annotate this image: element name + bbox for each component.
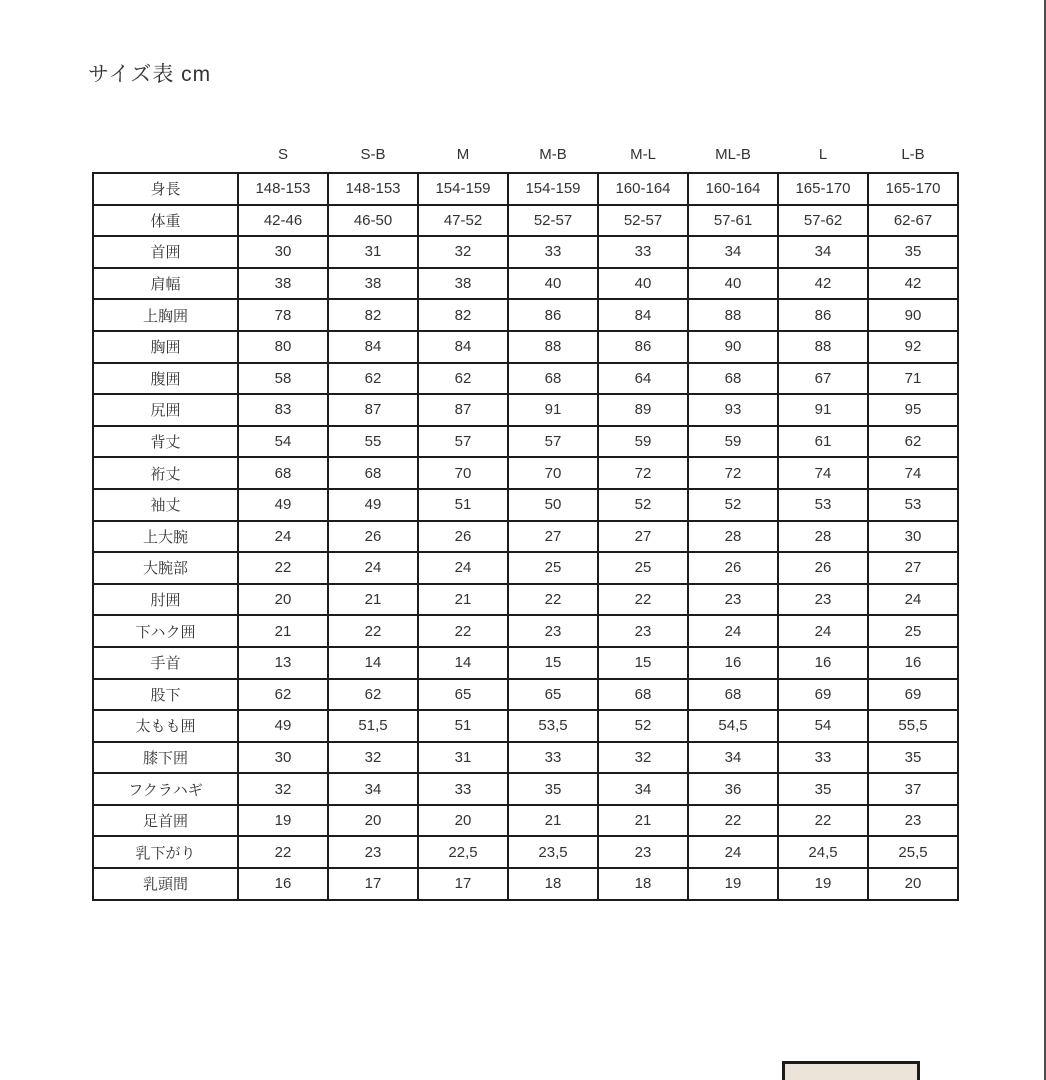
measurement-value-cell: 86 <box>598 331 688 363</box>
measurement-value-cell: 33 <box>598 236 688 268</box>
measurement-label: 膝下囲 <box>93 742 238 774</box>
measurement-value-cell: 34 <box>328 773 418 805</box>
measurement-value-cell: 15 <box>598 647 688 679</box>
measurement-value-cell: 25 <box>598 552 688 584</box>
measurement-value-cell: 65 <box>418 679 508 711</box>
measurement-value-cell: 16 <box>868 647 958 679</box>
measurement-row <box>93 236 958 268</box>
measurement-value-cell: 84 <box>598 299 688 331</box>
size-column-header: L <box>818 146 828 163</box>
measurement-value-cell: 69 <box>868 679 958 711</box>
measurement-label: 手首 <box>93 647 238 679</box>
measurement-value-cell: 84 <box>328 331 418 363</box>
measurement-value-cell: 32 <box>238 773 328 805</box>
measurement-value-cell: 24 <box>418 552 508 584</box>
measurement-value-cell: 36 <box>688 773 778 805</box>
measurement-value-cell: 67 <box>778 363 868 395</box>
measurement-value-cell: 80 <box>238 331 328 363</box>
measurement-value-cell: 154-159 <box>418 173 508 205</box>
measurement-value-cell: 21 <box>418 584 508 616</box>
measurement-value-cell: 51 <box>418 710 508 742</box>
measurement-value-cell: 24 <box>238 521 328 553</box>
measurement-value-cell: 154-159 <box>508 173 598 205</box>
measurement-value-cell: 26 <box>418 521 508 553</box>
measurement-value-cell: 18 <box>598 868 688 900</box>
measurement-value-cell: 22 <box>688 805 778 837</box>
measurement-value-cell: 24 <box>328 552 418 584</box>
measurement-value-cell: 20 <box>238 584 328 616</box>
measurement-value-cell: 30 <box>238 236 328 268</box>
measurement-label: 上大腕 <box>93 521 238 553</box>
measurement-row <box>93 394 958 426</box>
measurement-value-cell: 59 <box>688 426 778 458</box>
measurement-label: 足首囲 <box>93 805 238 837</box>
size-column-header: S-B <box>360 146 386 163</box>
measurement-value-cell: 23 <box>598 615 688 647</box>
measurement-value-cell: 38 <box>328 268 418 300</box>
measurement-label: 身長 <box>93 173 238 205</box>
measurement-row <box>93 299 958 331</box>
measurement-label: 股下 <box>93 679 238 711</box>
measurement-value-cell: 16 <box>778 647 868 679</box>
measurement-value-cell: 33 <box>508 236 598 268</box>
size-column-header: L-B <box>901 146 925 163</box>
measurement-label: 袖丈 <box>93 489 238 521</box>
measurement-value-cell: 74 <box>868 457 958 489</box>
measurement-value-cell: 23,5 <box>508 836 598 868</box>
measurement-value-cell: 88 <box>508 331 598 363</box>
measurement-value-cell: 25 <box>508 552 598 584</box>
measurement-value-cell: 25 <box>868 615 958 647</box>
measurement-value-cell: 21 <box>598 805 688 837</box>
measurement-row <box>93 868 958 900</box>
measurement-value-cell: 26 <box>688 552 778 584</box>
measurement-value-cell: 34 <box>688 236 778 268</box>
measurement-value-cell: 70 <box>418 457 508 489</box>
measurement-value-cell: 68 <box>508 363 598 395</box>
measurement-value-cell: 51,5 <box>328 710 418 742</box>
measurement-value-cell: 24,5 <box>778 836 868 868</box>
measurement-value-cell: 18 <box>508 868 598 900</box>
measurement-row <box>93 205 958 237</box>
measurement-label: 肩幅 <box>93 268 238 300</box>
size-column-header: M-L <box>630 146 656 163</box>
measurement-value-cell: 91 <box>508 394 598 426</box>
measurement-value-cell: 53 <box>868 489 958 521</box>
measurement-value-cell: 22 <box>238 552 328 584</box>
measurement-label: 腹囲 <box>93 363 238 395</box>
measurement-value-cell: 68 <box>238 457 328 489</box>
measurement-value-cell: 62 <box>238 679 328 711</box>
measurement-label: 尻囲 <box>93 394 238 426</box>
measurement-value-cell: 58 <box>238 363 328 395</box>
measurement-value-cell: 33 <box>508 742 598 774</box>
measurement-value-cell: 21 <box>508 805 598 837</box>
measurement-value-cell: 57 <box>508 426 598 458</box>
measurement-row <box>93 615 958 647</box>
measurement-value-cell: 30 <box>868 521 958 553</box>
measurement-value-cell: 23 <box>328 836 418 868</box>
measurement-value-cell: 53 <box>778 489 868 521</box>
size-chart-table <box>92 141 959 901</box>
measurement-row <box>93 268 958 300</box>
measurement-value-cell: 32 <box>418 236 508 268</box>
measurement-row <box>93 426 958 458</box>
measurement-value-cell: 83 <box>238 394 328 426</box>
measurement-row <box>93 521 958 553</box>
measurement-row <box>93 552 958 584</box>
measurement-value-cell: 33 <box>418 773 508 805</box>
measurement-value-cell: 69 <box>778 679 868 711</box>
measurement-value-cell: 72 <box>688 457 778 489</box>
measurement-row <box>93 647 958 679</box>
measurement-value-cell: 22 <box>238 836 328 868</box>
measurement-value-cell: 64 <box>598 363 688 395</box>
measurement-value-cell: 33 <box>778 742 868 774</box>
measurement-value-cell: 38 <box>238 268 328 300</box>
measurement-value-cell: 23 <box>688 584 778 616</box>
measurement-value-cell: 86 <box>508 299 598 331</box>
measurement-value-cell: 148-153 <box>328 173 418 205</box>
measurement-value-cell: 87 <box>328 394 418 426</box>
measurement-value-cell: 62 <box>328 363 418 395</box>
corner-cell <box>93 141 238 173</box>
measurement-value-cell: 24 <box>778 615 868 647</box>
measurement-value-cell: 35 <box>508 773 598 805</box>
measurement-value-cell: 78 <box>238 299 328 331</box>
measurement-value-cell: 23 <box>598 836 688 868</box>
measurement-row <box>93 331 958 363</box>
measurement-value-cell: 23 <box>778 584 868 616</box>
measurement-value-cell: 54 <box>778 710 868 742</box>
measurement-value-cell: 51 <box>418 489 508 521</box>
measurement-value-cell: 32 <box>328 742 418 774</box>
measurement-value-cell: 49 <box>238 489 328 521</box>
measurement-label: 下ハク囲 <box>93 615 238 647</box>
measurement-value-cell: 52 <box>598 710 688 742</box>
measurement-value-cell: 52 <box>598 489 688 521</box>
measurement-value-cell: 38 <box>418 268 508 300</box>
measurement-value-cell: 17 <box>328 868 418 900</box>
measurement-value-cell: 40 <box>508 268 598 300</box>
measurement-label: 体重 <box>93 205 238 237</box>
measurement-value-cell: 59 <box>598 426 688 458</box>
measurement-value-cell: 160-164 <box>598 173 688 205</box>
size-column-header: ML-B <box>715 146 751 163</box>
measurement-value-cell: 24 <box>868 584 958 616</box>
measurement-value-cell: 61 <box>778 426 868 458</box>
measurement-value-cell: 22 <box>508 584 598 616</box>
measurement-value-cell: 32 <box>598 742 688 774</box>
measurement-value-cell: 22 <box>418 615 508 647</box>
measurement-label: 肘囲 <box>93 584 238 616</box>
measurement-row <box>93 836 958 868</box>
measurement-value-cell: 37 <box>868 773 958 805</box>
measurement-value-cell: 68 <box>688 363 778 395</box>
measurement-value-cell: 65 <box>508 679 598 711</box>
measurement-value-cell: 14 <box>418 647 508 679</box>
measurement-value-cell: 27 <box>868 552 958 584</box>
measurement-value-cell: 20 <box>328 805 418 837</box>
measurement-value-cell: 87 <box>418 394 508 426</box>
measurement-value-cell: 95 <box>868 394 958 426</box>
measurement-value-cell: 74 <box>778 457 868 489</box>
measurement-value-cell: 50 <box>508 489 598 521</box>
size-column-header: S <box>277 146 288 163</box>
measurement-value-cell: 28 <box>778 521 868 553</box>
measurement-value-cell: 62 <box>868 426 958 458</box>
size-header-row <box>93 141 958 173</box>
table-header <box>93 141 958 173</box>
partial-next-image-box <box>782 1061 920 1080</box>
measurement-value-cell: 34 <box>598 773 688 805</box>
measurement-value-cell: 93 <box>688 394 778 426</box>
measurement-value-cell: 68 <box>328 457 418 489</box>
measurement-value-cell: 160-164 <box>688 173 778 205</box>
measurement-value-cell: 24 <box>688 836 778 868</box>
measurement-row <box>93 363 958 395</box>
measurement-label: 背丈 <box>93 426 238 458</box>
measurement-value-cell: 72 <box>598 457 688 489</box>
measurement-label: 大腕部 <box>93 552 238 584</box>
measurement-value-cell: 20 <box>418 805 508 837</box>
measurement-value-cell: 165-170 <box>778 173 868 205</box>
measurement-value-cell: 90 <box>688 331 778 363</box>
measurement-value-cell: 88 <box>688 299 778 331</box>
measurement-value-cell: 14 <box>328 647 418 679</box>
measurement-value-cell: 19 <box>688 868 778 900</box>
measurement-value-cell: 53,5 <box>508 710 598 742</box>
page-title: サイズ表 cm <box>88 63 212 86</box>
measurement-value-cell: 54,5 <box>688 710 778 742</box>
measurement-value-cell: 57 <box>418 426 508 458</box>
measurement-value-cell: 68 <box>598 679 688 711</box>
measurement-value-cell: 62-67 <box>868 205 958 237</box>
measurement-row <box>93 489 958 521</box>
measurement-value-cell: 71 <box>868 363 958 395</box>
measurement-value-cell: 54 <box>238 426 328 458</box>
measurement-value-cell: 92 <box>868 331 958 363</box>
measurement-row <box>93 457 958 489</box>
measurement-value-cell: 20 <box>868 868 958 900</box>
measurement-value-cell: 46-50 <box>328 205 418 237</box>
measurement-value-cell: 42 <box>868 268 958 300</box>
measurement-value-cell: 55,5 <box>868 710 958 742</box>
measurement-value-cell: 82 <box>418 299 508 331</box>
size-column-header: M-B <box>539 146 567 163</box>
size-column-header: M <box>456 146 470 163</box>
measurement-value-cell: 42-46 <box>238 205 328 237</box>
measurement-label: 上胸囲 <box>93 299 238 331</box>
measurement-value-cell: 26 <box>328 521 418 553</box>
measurement-value-cell: 148-153 <box>238 173 328 205</box>
measurement-row <box>93 805 958 837</box>
measurement-value-cell: 86 <box>778 299 868 331</box>
measurement-value-cell: 84 <box>418 331 508 363</box>
table-body <box>93 173 958 900</box>
measurement-value-cell: 22,5 <box>418 836 508 868</box>
measurement-value-cell: 21 <box>238 615 328 647</box>
measurement-value-cell: 49 <box>238 710 328 742</box>
measurement-label: 乳下がり <box>93 836 238 868</box>
measurement-value-cell: 42 <box>778 268 868 300</box>
measurement-value-cell: 90 <box>868 299 958 331</box>
measurement-row <box>93 742 958 774</box>
measurement-label: 太もも囲 <box>93 710 238 742</box>
measurement-value-cell: 16 <box>688 647 778 679</box>
measurement-value-cell: 52-57 <box>598 205 688 237</box>
measurement-value-cell: 19 <box>778 868 868 900</box>
measurement-value-cell: 23 <box>868 805 958 837</box>
measurement-value-cell: 30 <box>238 742 328 774</box>
measurement-label: 首囲 <box>93 236 238 268</box>
measurement-value-cell: 40 <box>688 268 778 300</box>
measurement-value-cell: 27 <box>598 521 688 553</box>
measurement-value-cell: 34 <box>778 236 868 268</box>
measurement-value-cell: 89 <box>598 394 688 426</box>
measurement-row <box>93 773 958 805</box>
measurement-value-cell: 17 <box>418 868 508 900</box>
measurement-value-cell: 13 <box>238 647 328 679</box>
measurement-row <box>93 173 958 205</box>
measurement-value-cell: 31 <box>418 742 508 774</box>
measurement-row <box>93 710 958 742</box>
measurement-value-cell: 22 <box>328 615 418 647</box>
measurement-value-cell: 62 <box>418 363 508 395</box>
measurement-value-cell: 22 <box>598 584 688 616</box>
measurement-value-cell: 23 <box>508 615 598 647</box>
measurement-row <box>93 584 958 616</box>
measurement-value-cell: 31 <box>328 236 418 268</box>
measurement-value-cell: 91 <box>778 394 868 426</box>
measurement-value-cell: 34 <box>688 742 778 774</box>
measurement-value-cell: 68 <box>688 679 778 711</box>
measurement-value-cell: 40 <box>598 268 688 300</box>
measurement-value-cell: 57-62 <box>778 205 868 237</box>
measurement-value-cell: 70 <box>508 457 598 489</box>
measurement-value-cell: 26 <box>778 552 868 584</box>
measurement-value-cell: 35 <box>778 773 868 805</box>
measurement-value-cell: 15 <box>508 647 598 679</box>
measurement-value-cell: 47-52 <box>418 205 508 237</box>
measurement-row <box>93 679 958 711</box>
measurement-value-cell: 24 <box>688 615 778 647</box>
measurement-value-cell: 88 <box>778 331 868 363</box>
measurement-value-cell: 35 <box>868 236 958 268</box>
measurement-value-cell: 35 <box>868 742 958 774</box>
measurement-label: 乳頭間 <box>93 868 238 900</box>
measurement-label: フクラハギ <box>93 773 238 805</box>
measurement-value-cell: 52 <box>688 489 778 521</box>
measurement-value-cell: 25,5 <box>868 836 958 868</box>
measurement-value-cell: 19 <box>238 805 328 837</box>
measurement-value-cell: 27 <box>508 521 598 553</box>
measurement-value-cell: 165-170 <box>868 173 958 205</box>
measurement-value-cell: 82 <box>328 299 418 331</box>
measurement-value-cell: 52-57 <box>508 205 598 237</box>
measurement-value-cell: 49 <box>328 489 418 521</box>
measurement-label: 裄丈 <box>93 457 238 489</box>
measurement-value-cell: 16 <box>238 868 328 900</box>
measurement-value-cell: 28 <box>688 521 778 553</box>
measurement-value-cell: 55 <box>328 426 418 458</box>
measurement-value-cell: 57-61 <box>688 205 778 237</box>
measurement-value-cell: 22 <box>778 805 868 837</box>
measurement-value-cell: 21 <box>328 584 418 616</box>
measurement-label: 胸囲 <box>93 331 238 363</box>
measurement-value-cell: 62 <box>328 679 418 711</box>
